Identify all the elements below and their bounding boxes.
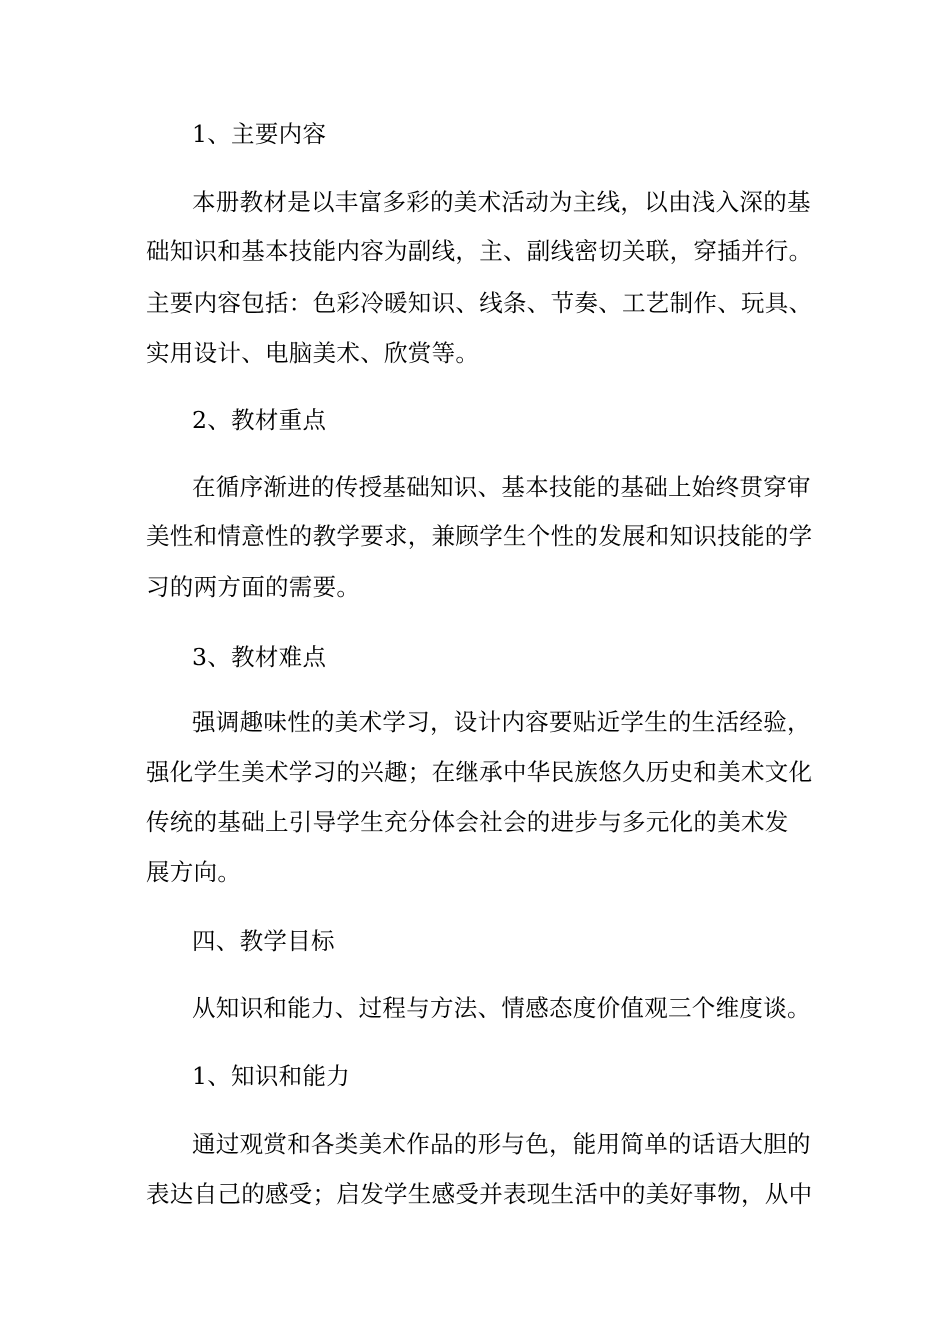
paragraph-line: 主要内容包括：色彩冷暖知识、线条、节奏、工艺制作、玩具、 — [146, 289, 813, 317]
heading-knowledge-ability: 1、知识和能力 — [192, 1062, 351, 1090]
paragraph-line: 强调趣味性的美术学习，设计内容要贴近学生的生活经验， — [192, 708, 811, 736]
paragraph-line: 习的两方面的需要。 — [146, 573, 361, 601]
paragraph-line: 础知识和基本技能内容为副线，主、副线密切关联，穿插并行。 — [146, 237, 813, 265]
paragraph-line: 强化学生美术学习的兴趣；在继承中华民族悠久历史和美术文化 — [146, 758, 813, 786]
paragraph-line: 通过观赏和各类美术作品的形与色，能用简单的话语大胆的 — [192, 1130, 811, 1158]
paragraph-line: 表达自己的感受；启发学生感受并表现生活中的美好事物，从中 — [146, 1180, 813, 1208]
paragraph-line: 传统的基础上引导学生充分体会社会的进步与多元化的美术发 — [146, 808, 789, 836]
paragraph-line: 在循序渐进的传授基础知识、基本技能的基础上始终贯穿审 — [192, 473, 811, 501]
paragraph-line: 展方向。 — [146, 858, 242, 886]
paragraph-line: 实用设计、电脑美术、欣赏等。 — [146, 339, 480, 367]
paragraph-line: 从知识和能力、过程与方法、情感态度价值观三个维度谈。 — [192, 994, 811, 1022]
paragraph-line: 本册教材是以丰富多彩的美术活动为主线，以由浅入深的基 — [192, 188, 811, 216]
heading-key-points: 2、教材重点 — [192, 406, 327, 434]
paragraph-line: 美性和情意性的教学要求，兼顾学生个性的发展和知识技能的学 — [146, 522, 813, 550]
heading-difficulties: 3、教材难点 — [192, 643, 327, 671]
heading-teaching-goals: 四、教学目标 — [192, 927, 335, 955]
heading-main-content: 1、主要内容 — [192, 120, 327, 148]
